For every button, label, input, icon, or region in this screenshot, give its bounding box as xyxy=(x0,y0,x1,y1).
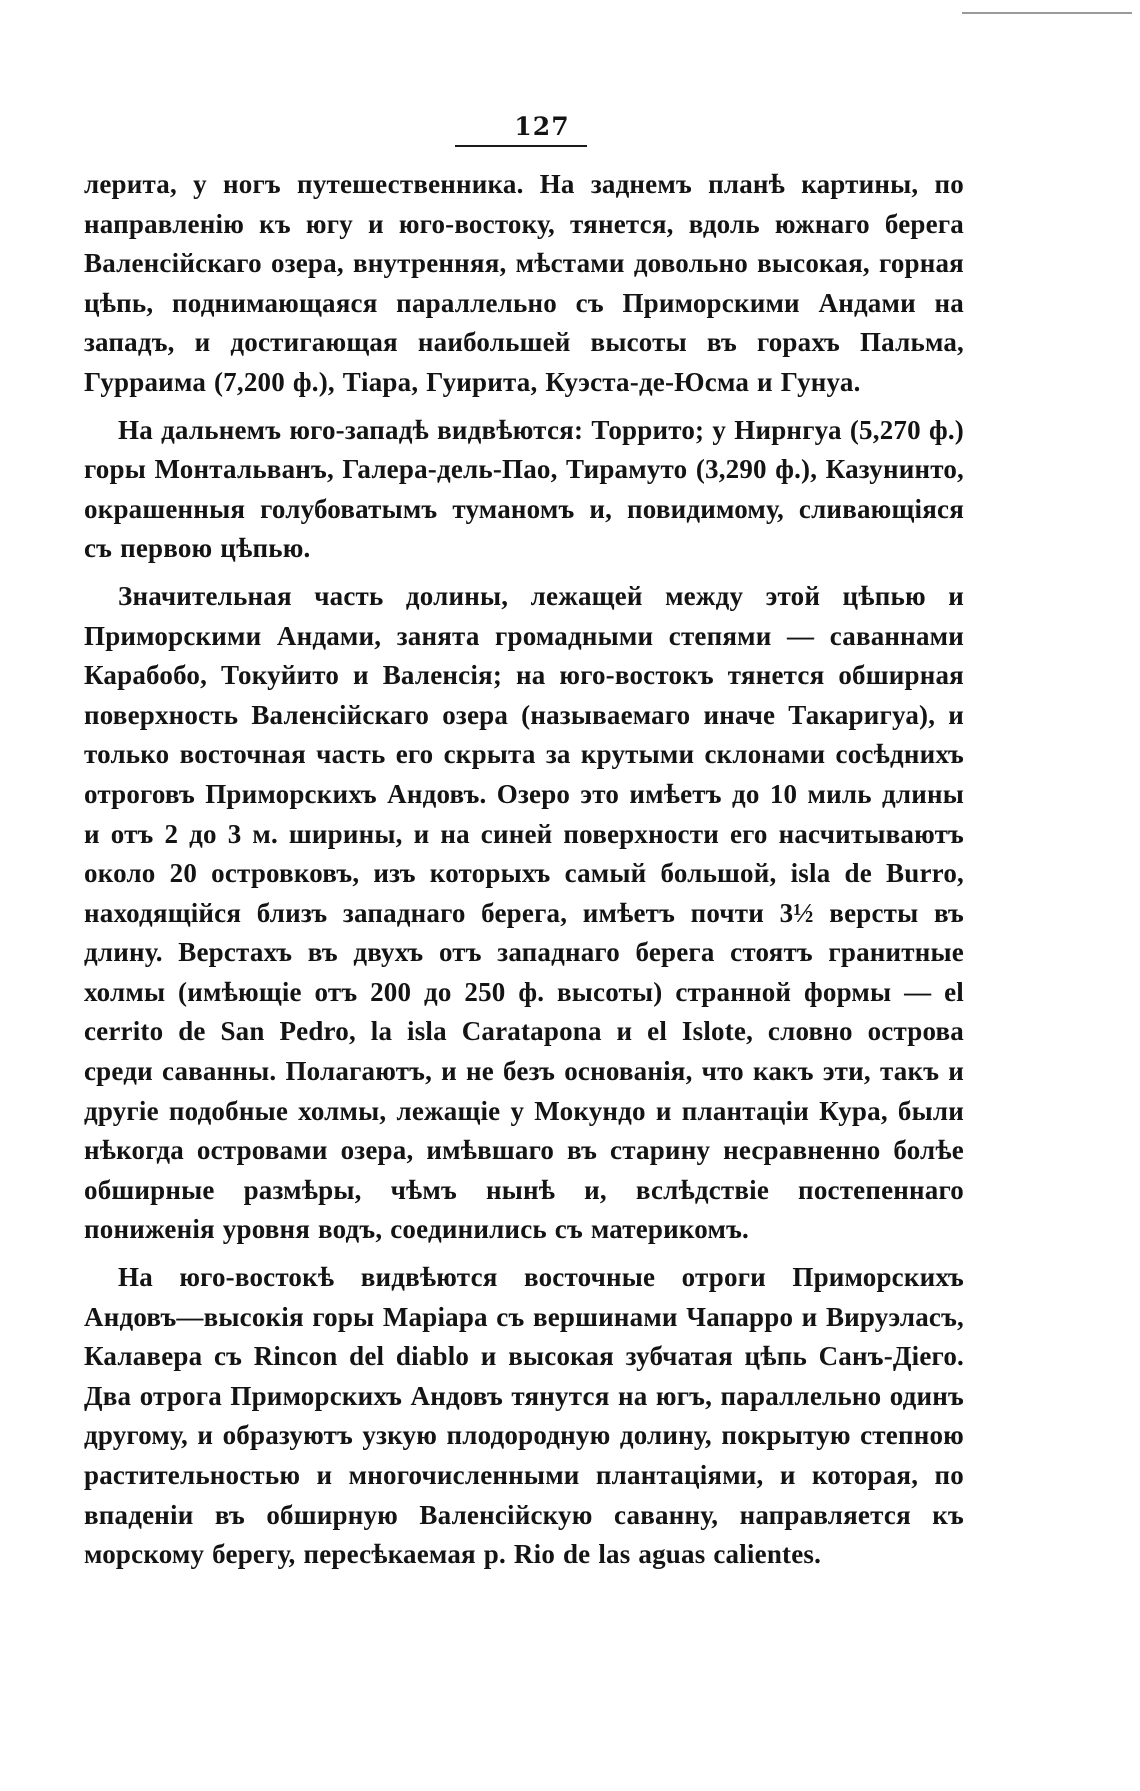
corner-scan-mark xyxy=(962,2,1132,14)
book-page xyxy=(84,112,964,1575)
page-number: 127 xyxy=(514,112,570,141)
body-text xyxy=(84,165,964,1575)
paragraph-3: Значительная часть долины, лежащей между этой цѣпью и Приморскими Андами, занята громадными степями — саваннами Карабобо, Токуйито и Валенсія; на юго-востокъ тянется обширная поверхность Валенсійскаго озера (называемаго иначе Такаригуа), и только восточная часть его скрыта за крутыми склонами сосѣднихъ отроговъ Приморскихъ Андовъ. Озеро это имѣетъ до 10 миль длины и отъ 2 до 3 м. ширины, и на синей поверхности его насчитываютъ около 20 островковъ, изъ которыхъ самый большой, isla de Burro, находящійся близъ западнаго берега, имѣетъ почти 3½ версты въ длину. Верстахъ въ двухъ отъ западнаго берега стоятъ гранитные холмы (имѣющіе отъ 200 до 250 ф. высоты) странной формы — el cerrito de San Pedro, la isla Caratapona и el Islote, словно острова среди саванны. Полагаютъ, и не безъ основанія, что какъ эти, такъ и другіе подобные холмы, лежащіе у Мокундо и плантаціи Кура, были нѣкогда островами озера, имѣвшаго въ старину несравненно болѣе обширные размѣры, чѣмъ нынѣ и, вслѣдствіе постепеннаго пониженія уровня водъ, соединились съ материкомъ. xyxy=(84,580,964,1245)
paragraph-1: лерита, у ногъ путешественника. На заднемъ планѣ картины, по направленію къ югу и юго-востоку, тянется, вдоль южнаго берега Валенсійскаго озера, внутренняя, мѣстами довольно высокая, горная цѣпь, поднимающаяся параллельно съ Приморскими Андами на западъ, и достигающая наибольшей высоты въ горахъ Пальма, Гурраима (7,200 ф.), Тіара, Гуирита, Куэста-де-Юсма и Гунуа. xyxy=(84,169,964,397)
paragraph-4: На юго-востокѣ видвѣются восточные отроги Приморскихъ Андовъ—высокія горы Маріара съ вершинами Чапарро и Вируэласъ, Калавера съ Rincon del diablo и высокая зубчатая цѣпь Санъ-Діего. Два отрога Приморскихъ Андовъ тянутся на югъ, параллельно одинъ другому, и образуютъ узкую плодородную долину, покрытую степною растительностью и многочисленными плантаціями, и которая, по впаденіи въ обширную Валенсійскую саванну, направляется къ морскому берегу, пересѣкаемая р. Rio de las aguas calientes. xyxy=(84,1262,964,1570)
paragraph-2: На дальнемъ юго-западѣ видвѣются: Торрито; у Нирнгуа (5,270 ф.) горы Монтальванъ, Галера-дель-Пао, Тирамуто (3,290 ф.), Казунинто, окрашенныя голубоватымъ туманомъ и, повидимому, сливающіяся съ первою цѣпью. xyxy=(84,414,964,564)
header-rule xyxy=(455,145,587,147)
